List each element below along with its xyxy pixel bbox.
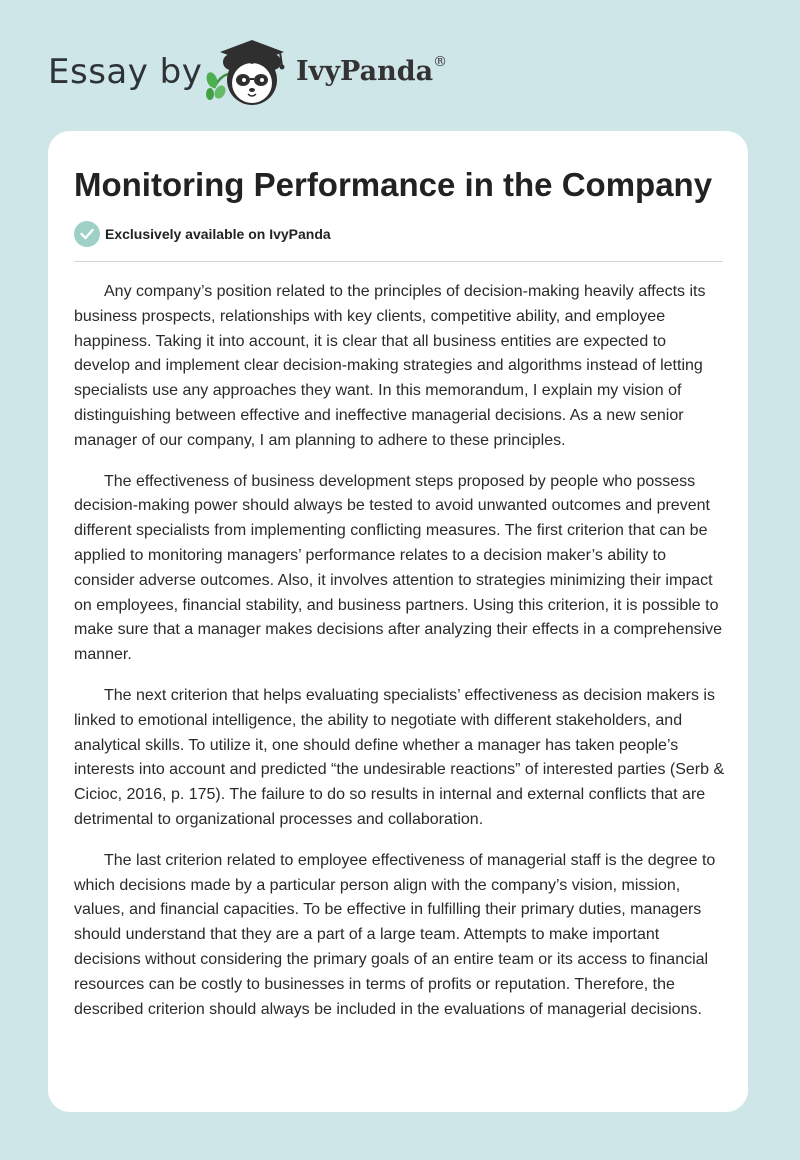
essay-title: Monitoring Performance in the Company bbox=[74, 166, 713, 203]
exclusive-label: Exclusively available on IvyPanda bbox=[105, 226, 331, 242]
divider bbox=[74, 261, 723, 262]
checkmark-icon bbox=[74, 221, 100, 247]
essay-card bbox=[48, 131, 748, 1112]
essay-by-label: Essay by bbox=[48, 52, 203, 92]
paragraph: Any company’s position related to the principles of decision-making heavily affects its business prospects, relationships with key clients, competitive ability, and employee happiness. Taking it into account, it is clear that all business entities are expected to develop and implement clear decision-making strategies and algorithms instead of letting specialists use any approaches they want. In this memorandum, I explain my vision of distinguishing between effective and ineffective managerial decisions. As a new senior manager of our company, I am planning to adhere to these principles. bbox=[74, 283, 706, 449]
brand-name[interactable]: IvyPanda® bbox=[296, 54, 448, 87]
panda-logo-icon[interactable] bbox=[200, 36, 300, 108]
paragraph: The next criterion that helps evaluating specialists’ effectiveness as decision makers is linked to emotional intelligence, the ability to negotiate with different stakeholders, and analytical skills. To utilize it, one should define whether a manager has taken people’s interests into account and predicted “the undesirable reactions” of interested parties (Serb & Cicioc, 2016, p. 175). The failure to do so results in internal and external conflicts that are detrimental to organizational processes and collaboration. bbox=[74, 686, 725, 828]
paragraph: The last criterion related to employee effectiveness of managerial staff is the degree to which decisions made by a particular person align with the company’s vision, mission, values, and financial capacities. To be effective in fulfilling their primary duties, managers should understand that they are a part of a large team. Attempts to make important decisions without considering the primary goals of an entire team or its access to financial resources can be costly to businesses in terms of profits or reputation. Therefore, the described criterion should always be included in the evaluations of managerial decisions. bbox=[74, 851, 716, 1018]
paragraph: The effectiveness of business development steps proposed by people who possess decision-making power should always be tested to avoid unwanted outcomes and prevent different specialists from implementing conflicting measures. The first criterion that can be applied to monitoring managers’ performance relates to a decision maker’s ability to consider adverse outcomes. Also, it involves attention to strategies minimizing their impact on employees, financial stability, and business partners. Using this criterion, it is possible to make sure that a manager makes decisions after analyzing their effects in a comprehensive manner. bbox=[74, 472, 723, 664]
registered-mark: ® bbox=[433, 54, 448, 70]
site-header bbox=[48, 36, 748, 108]
essay-body bbox=[74, 280, 725, 1038]
